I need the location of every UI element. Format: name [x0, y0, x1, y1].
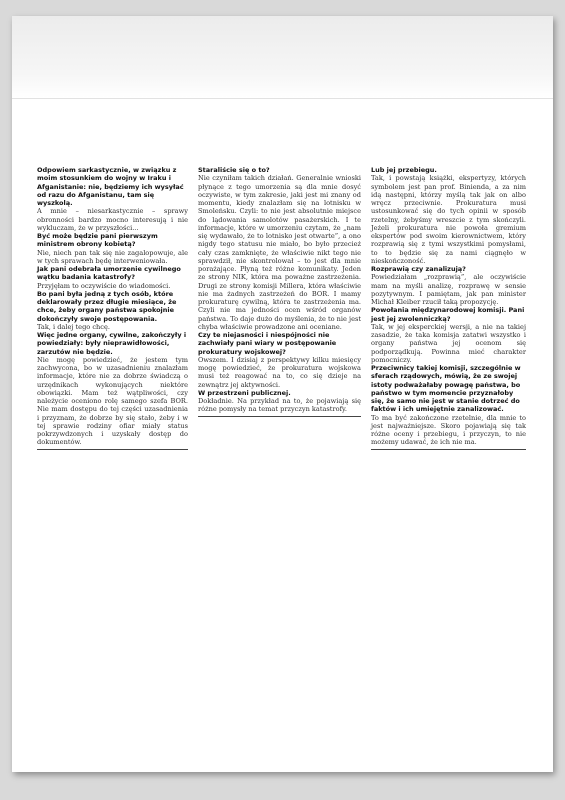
text-column-1	[37, 166, 188, 450]
text-column-2	[198, 166, 361, 417]
interview-answer: Tak, w jej eksperckiej wersji, a nie na takiej zasadzie, że taka komisja zatatwi wszystko i organy państwa jej ocenom się podporządkują. Powinna mieć charakter pomocniczy.	[371, 322, 526, 364]
interview-question: Być może będzie pani pierwszym ministrem obrony kobietą?	[37, 232, 158, 249]
interview-answer: Nie, niech pan tak się nie zagalopowuje, ale w tych sprawach będę interweniowała.	[37, 248, 188, 265]
interview-answer: Przyjęłam to oczywiście do wiadomości.	[37, 281, 171, 290]
interview-answer: Nie czyniłam takich działań. Generalnie wnioski płynące z tego umorzenia są dla mnie dosyć oczywiste, w tym zakresie, jaki jest mi znany od momentu, kiedy znalazłam się na lotnisku w Smoleńsku. Czyli: to nie jest absolutnie miejsce do lądowania samolotów pasażerskich. I te informacje, które w umorzeniu czytam, że „nam się wydawało, że to lotnisko jest otwarte”, a ono nigdy tego statusu nie miało, bo było przecież cały czas zamknięte, że właściwie nikt tego nie sprawdził, nie skontrolował – to jest dla mnie porażające. Płyną też różne komunikaty. Jeden ze strony NIK, która ma poważne zastrzeżenia. Drugi ze strony komisji Millera, która właściwie nie ma żadnych zastrzeżeń do BOR. I mamy prokuraturę cywilną, która te zastrzeżenia ma. Czyli nie ma jedności ocen wśród organów państwa. To daje dużo do myślenia, że to nie jest chyba właściwie prowadzone ani oceniane.	[198, 174, 362, 331]
interview-question: Powołania międzynarodowej komisji. Pani jest jej zwolenniczką?	[371, 306, 525, 323]
magazine-page	[12, 16, 553, 772]
interview-question: Lub jej przebiegu.	[371, 166, 437, 174]
interview-question: Bo pani była jedną z tych osób, które deklarowały przez długie miesiące, że chce, żeby organy państwa spokojnie dokończyły swoje postępowania.	[37, 289, 177, 323]
interview-answer: To ma być zakończone rzetelnie, dla mnie to jest najważniejsze. Skoro pojawiają się tak różne oceny i przebiegu, i przyczyn, to nie możemy udawać, że ich nie ma.	[371, 413, 526, 447]
interview-answer: Tak, i dalej tego chcę.	[37, 322, 110, 331]
interview-question: Odpowiem sarkastycznie, w związku z moim stosunkiem do wojny w Iraku i Afganistanie: nie, będziemy ich wysyłać od razu do Afganistanu, tam się wyszkolą.	[37, 166, 184, 207]
interview-question: W przestrzeni publicznej.	[198, 388, 291, 397]
interview-question: Staraliście się o to?	[198, 166, 270, 174]
scanned-header-band	[12, 16, 553, 99]
interview-question: Więc jedne organy, cywilne, zakończyły i powiedziały: były nieprawidłowości, zarzutów nie będzie.	[37, 331, 187, 356]
interview-answer: Powiedziałam „rozprawią”, ale oczywiście mam na myśli analizę, rozprawę w sensie pozytywnym. I pamiętam, jak pan minister Michał Kleiber rzucił taką propozycję.	[371, 273, 526, 306]
interview-answer: Nie mogę powiedzieć, że jestem tym zachwycona, bo w uzasadnieniu znalazłam informacje, które nie za dobrze świadczą o urzędnikach wykonujących niektóre obowiązki. Mam też wątpliwości, czy należycie oceniono rolę samego szefa BOR. Nie mam dostępu do tej części uzasadnienia i przyznam, że dobrze by się stało, żeby i w tej sprawie rodziny ofiar miały status pokrzywdzonych i uzyskały dostęp do dokumentów.	[37, 355, 188, 447]
interview-question: Czy te niejasności i niespójności nie zachwiały pani wiary w postępowanie prokuratury wojskowej?	[198, 331, 337, 356]
column-end-rule	[371, 449, 526, 450]
interview-question: Rozprawią czy zanalizują?	[371, 265, 466, 273]
interview-question: Przeciwnicy takiej komisji, szczególnie w sferach rządowych, mówią, że ze swojej istoty podważałaby powagę państwa, bo państwo w tym momencie przyznałoby się, że samo nie jest w stanie dotrzeć do faktów i ich umiejętnie zanalizować.	[371, 364, 521, 414]
text-column-3	[371, 166, 526, 450]
column-end-rule	[37, 449, 188, 450]
column-end-rule	[198, 416, 361, 417]
interview-answer: Dokładnie. Na przykład na to, że pojawiają się różne pomysły na temat przyczyn katastrofy.	[198, 397, 361, 414]
interview-answer: Tak, i powstają książki, ekspertyzy, których symbolem jest pan prof. Binienda, a za nim idą następni, którzy myślą tak jak on albo wręcz przeciwnie. Prokuratura musi ustosunkować się do tych opinii w sposób rzetelny, żebyśmy wreszcie z tym skończyli. Jeżeli prokuratura nie powoła gremium ekspertów pod swoim kierownictwem, który rozprawią się z tymi wszystkimi pomysłami, to to będzie się za nami ciągnęło w nieskończoność.	[371, 174, 526, 265]
interview-answer: A mnie – niesarkastycznie – sprawy obronności bardzo mocno interesują i nie wykluczam, że w przyszłości...	[37, 207, 188, 232]
interview-answer: Owszem. I dzisiaj z perspektywy kilku miesięcy mogę powiedzieć, że prokuratura wojskowa musi też reagować na to, co się dzieje na zewnątrz jej aktywności.	[198, 355, 361, 389]
interview-question: Jak pani odebrała umorzenie cywilnego wątku badania katastrofy?	[37, 265, 181, 282]
